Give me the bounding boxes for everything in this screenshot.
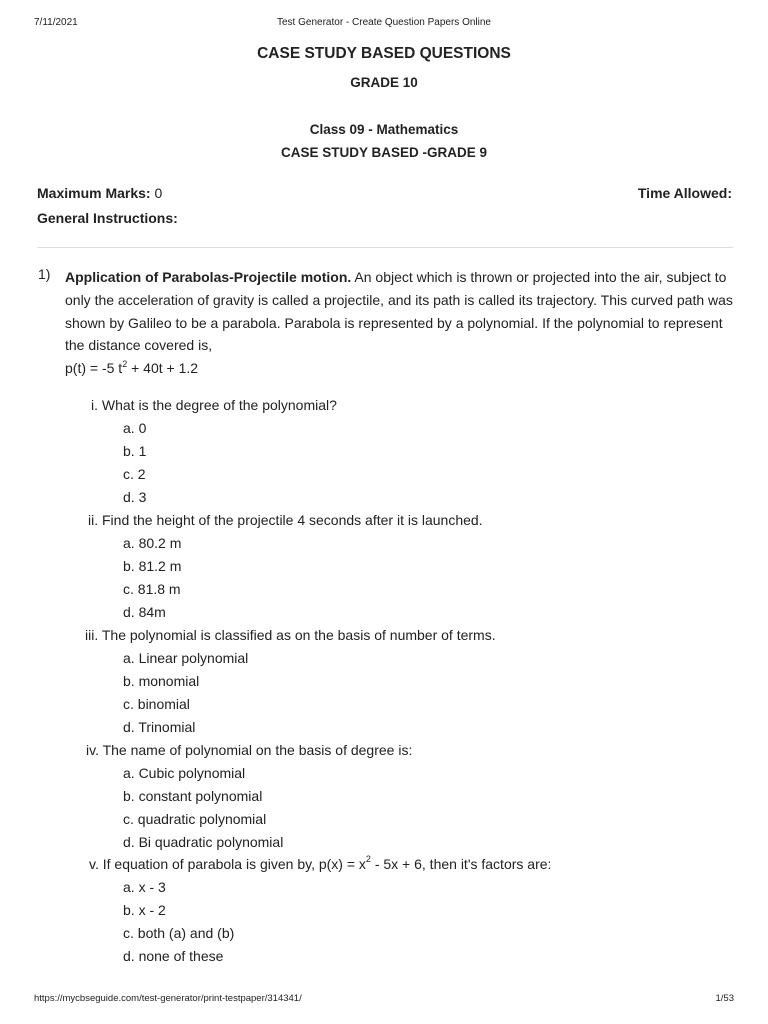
option-item: b. x - 2 bbox=[123, 902, 166, 918]
option-item: d. 3 bbox=[123, 489, 147, 505]
option-item: d. Trinomial bbox=[123, 719, 196, 735]
option-item: a. 80.2 m bbox=[123, 535, 182, 551]
subquestion-label: iv. The name of polynomial on the basis of degree is: bbox=[86, 742, 413, 758]
option-item: b. monomial bbox=[123, 673, 200, 689]
option-item: b. 1 bbox=[123, 443, 147, 459]
paper-title: CASE STUDY BASED QUESTIONS bbox=[257, 45, 511, 62]
subquestion-label: v. If equation of parabola is given by, $p(x) = x^2 - 5x + 6$, then it's factors are: bbox=[89, 854, 552, 872]
option-item: c. binomial bbox=[123, 696, 190, 712]
option-item: a. Linear polynomial bbox=[123, 650, 249, 666]
subquestion-label: i. What is the degree of the polynomial? bbox=[91, 397, 337, 413]
option-item: c. 2 bbox=[123, 466, 146, 482]
option-item: b. 81.2 m bbox=[123, 558, 182, 574]
option-item: d. none of these bbox=[123, 948, 224, 964]
question-formula: p(t) = -5 $t^2 + 40t + 1.2$ bbox=[65, 358, 199, 377]
max-marks-label: Maximum Marks: bbox=[37, 185, 151, 201]
question-text: An object which is thrown or projected into the air, subject to only the acceleration of gravity is called a projectile, and its path is called its trajectory. This curved path was shown by Galileo to be a parabola. Parabola is represented by a polynomial. If the polynomial to represent the distance covered is, bbox=[65, 269, 733, 354]
option-item: a. 0 bbox=[123, 420, 147, 436]
time-allowed-label: Time Allowed: bbox=[637, 185, 732, 201]
print-page-title: Test Generator - Create Question Papers Online bbox=[277, 17, 491, 28]
marks-time-row bbox=[37, 185, 732, 201]
option-item: b. constant polynomial bbox=[123, 788, 263, 804]
class-subject: Class 09 - Mathematics bbox=[309, 122, 459, 137]
page-number: 1/53 bbox=[715, 993, 734, 1004]
option-item: d. 84m bbox=[123, 604, 166, 620]
paper-name: CASE STUDY BASED -GRADE 9 bbox=[280, 145, 488, 160]
general-instructions-label: General Instructions: bbox=[37, 210, 178, 226]
option-item: d. Bi quadratic polynomial bbox=[123, 834, 284, 850]
option-item: c. 81.8 m bbox=[123, 581, 181, 597]
option-item: a. x - 3 bbox=[123, 879, 166, 895]
divider bbox=[37, 247, 733, 248]
footer-url[interactable]: https://mycbseguide.com/test-generator/print-testpaper/314341/ bbox=[34, 993, 302, 1004]
subquestion-label: iii. The polynomial is classified as on the basis of number of terms. bbox=[85, 627, 496, 643]
question-number: 1) bbox=[38, 266, 51, 282]
option-item: c. quadratic polynomial bbox=[123, 811, 267, 827]
question-body bbox=[65, 266, 735, 380]
subquestion-label: ii. Find the height of the projectile 4 seconds after it is launched. bbox=[88, 512, 483, 528]
option-item: a. Cubic polynomial bbox=[123, 765, 246, 781]
question-heading: Application of Parabolas-Projectile motion. bbox=[65, 269, 352, 285]
print-date: 7/11/2021 bbox=[34, 17, 78, 28]
option-item: c. both (a) and (b) bbox=[123, 925, 235, 941]
paper-grade: GRADE 10 bbox=[350, 75, 418, 90]
max-marks-value: 0 bbox=[154, 185, 163, 201]
